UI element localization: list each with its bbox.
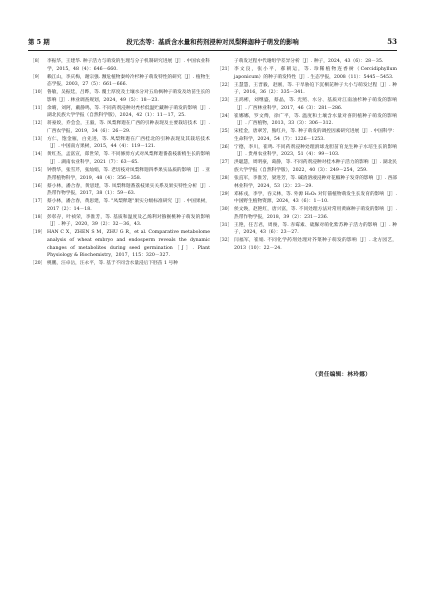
reference-text: 王慧慧，王晋毅，赵刚，等. 干旱胁迫下沉桐芘种子大小与萌发过程［J］. 种子，2016，36（2）：335－341.: [234, 82, 397, 96]
reference-number: ［9］: [30, 74, 43, 80]
reference-entry: [30, 136, 210, 151]
reference-entry: [217, 113, 397, 128]
reference-text: 崔娜娜，罗文傅，徐广平，等. 温度和土壤含水量对喜阴植种子萌发的影响［J］. 广西植物，2013，33（3）：306－312.: [234, 113, 397, 127]
reference-number: ［17］: [30, 199, 46, 205]
reference-entry: [30, 58, 210, 73]
reference-entry: [30, 260, 210, 268]
reference-number: ［14］: [30, 152, 46, 158]
reference-number: ［28］: [217, 176, 233, 182]
reference-entry: [217, 237, 397, 252]
reference-entry: [30, 183, 210, 198]
reference-entry: [30, 120, 210, 135]
reference-entry: [30, 151, 210, 166]
reference-text: 赖江山，李庆梅，谢宗强. 濒危植物秦岭冷杉种子萌发特性的研究［J］. 植物生态学报，2003，27（5）：661－666.: [47, 74, 210, 88]
reference-text: 蒋豪姣，乔会会，王毅，等. 凤梨释迦在广西的引种表现及主要栽培技术［J］. 广西农学报，2019，34（6）：26－29.: [47, 121, 210, 134]
reference-text: 黄红杰，孟富宣，郑世荣，等. 不同修剪方式对凤梨释迦番荔枝新梢生长的影响［J］. 湖南农业科学，2021（7）：63－65.: [47, 152, 210, 166]
reference-entry: [30, 74, 210, 89]
reference-number: ［24］: [217, 113, 233, 119]
reference-text: HAN C X，ZHEN S M，ZHU G R，et al. Comparative metabolome analysis of wheat embryo and endosperm reveals the dynamic changes of metabolites during seed germination［J］. Plant Physiology & Biochemistry，2017，115：320－327.: [47, 230, 210, 259]
reference-entry: [30, 214, 210, 229]
reference-text: 闫福军，崔娟. 不同化学药剂处理对芥菜种子萌发的影响［J］. 北方园艺，2013（10）：22－24.: [234, 238, 397, 251]
reference-entry: [30, 105, 210, 120]
reference-entry: [217, 82, 397, 97]
running-header: [28, 36, 397, 51]
reference-text: 余晴，刘阿，戴静鸣，等. 不同药剂浸种对秃杉低温贮藏种子萌发的影响［J］. 湖北民族大学学报（自然科学版），2024，42（1）：11－17，25.: [47, 105, 210, 119]
reference-number: ［11］: [30, 105, 46, 111]
reference-text: 李文良，张小平，郝朝运，等. 珍稀植物连香树（Cercidiphyllum japonicum）的种子萌发特性［J］. 生态学报，2008（11）：5445－5453.: [234, 66, 397, 80]
reference-entry: [217, 66, 397, 81]
reference-text: 李振华，王建华. 种子活力与萌发的生理与分子机制研究进展［J］. 中国农业科学，2015，48（4）：646－660.: [47, 59, 210, 72]
reference-entry: [217, 206, 397, 221]
reference-text: 侯文焕，赵艳红，唐兴富，等. 不同处理方法对常用黄麻种子萌发的影响［J］. 热带作物学报，2018，39（2）：231－236.: [234, 207, 397, 220]
reference-number: ［13］: [30, 136, 46, 142]
reference-text: 钟赞华，张雪芹，张灿娟，等. 老切枝对凤梨释迦四季果实品质的影响［J］. 亚热带植物科学，2019，48（4）：356－358.: [47, 168, 210, 181]
reference-number: ［29］: [217, 191, 233, 197]
reference-number: ［22］: [217, 82, 233, 88]
reference-entry: [217, 58, 397, 66]
reference-number: ［8］: [30, 59, 43, 64]
reference-number: ［32］: [217, 238, 233, 244]
reference-number: ［18］: [30, 214, 46, 220]
reference-text: 宁德，李川，崔鸣. 不同药剂浸种处理滑球龙胆苗育龙生种子水培生长的影响［J］. 贵州农业科学，2023，51（4）：99－103.: [234, 144, 397, 158]
reference-entry: [217, 222, 397, 237]
running-title: 段元杰等：基质含水量和药剂浸种对凤梨释迦种子萌发的影响: [126, 38, 299, 46]
reference-entry: [30, 167, 210, 182]
reference-number: ［30］: [217, 207, 233, 213]
reference-text: 宋桂金，唐翠芳，熊红兵，等. 种子萌发的调控因素研究进展［J］. 中国科学：生命科学，2024，54（7）：1226－1253.: [234, 129, 397, 142]
reference-entry: [30, 198, 210, 213]
reference-number: ［19］: [30, 230, 46, 236]
issue-number: 第 5 期: [28, 38, 50, 46]
reference-text: 鲁敏，吴振廷，吕晔，等. 覆土厚度及土壤水分对五角枫种子萌发及幼苗生长的影响［J］. 林业调查规划，2024，49（5）：18－23.: [47, 90, 210, 103]
reference-number: ［21］: [217, 66, 233, 72]
reference-entry: [217, 191, 397, 206]
reference-number: ［31］: [217, 222, 233, 228]
references-right-column: [217, 58, 397, 253]
page-number: 53: [387, 37, 397, 46]
reference-text: 桃鹏，汪卓岳，汪永平，等. 基于不同含水量浸后下胚苗 1 号种: [47, 261, 178, 267]
reference-text: 蔡小林，潘合春，黄思建，等. 凤梨释迦番荔枝果实关系及果实特性分析［J］. 热带作物学报，2017，38（1）：59－63.: [47, 183, 210, 197]
reference-number: ［23］: [217, 98, 233, 104]
reference-text: 洪聪慧，周明豪，葛静，等. 不同药剂浸种对桂木种子活力的影响［J］. 湖北民族大学学报（自然科学版），2022，40（3）：249－254，259.: [234, 160, 397, 174]
reference-entry: [30, 229, 210, 259]
reference-text: 蔡小林，潘合春，黄思建，等. "凤梨释迦"果实分级标准研究［J］. 中国果树，2017（2）：14－18.: [47, 199, 210, 212]
reference-entry: [217, 144, 397, 159]
editor-note: （责任编辑：林玲娜）: [312, 372, 371, 378]
reference-number: ［25］: [217, 129, 233, 135]
reference-text: 王艳，任吉君，周俊，等. 赤霉素、硫脲对萌化紫苏种子活力的影响［J］. 种子，2024，43（6）：23－27.: [234, 222, 397, 236]
reference-number: ［27］: [217, 160, 233, 166]
reference-number: ［12］: [30, 121, 46, 127]
reference-entry: [30, 89, 210, 104]
reference-text: 王鸿彬，刘继盛，蔡晶，等. 光照、水分、基质对江南油杉种子萌发的影响［J］. 广西林业科学，2017，46（3）：281－286.: [234, 98, 397, 111]
reference-text: 子萌发过程中代谢组学差异分析［J］. 种子，2024，43（6）：28－35.: [234, 59, 384, 64]
reference-text: 彭彰存，叶祯荣，李淮芳，等. 基质和温度及乙烯利对猕猴桃种子萌发的影响［J］. 种子，2020，39（2）：32－36，43.: [47, 214, 210, 228]
reference-text: 邓栋戎，李学，吞义林，等. 外源 H₂O₂ 对钉锚植物萌发生长发育的影响［J］. 中国野生植物资源，2024，43（6）：1－10.: [234, 191, 397, 205]
reference-text: 方仁，饱金雁，白先进，等. 凤梨释迦在广西桂北的引种表现及其栽培技术［J］. 中国南方果树，2015，44（4）：119－121.: [47, 136, 210, 150]
reference-number: ［20］: [30, 261, 46, 267]
reference-text: 张直军，李淮芳，梁进芳，等. 碱渣溶液浸种对花椒种子发芽的影响［J］. 西部林业科学，2024，53（2）：23－29.: [234, 176, 397, 189]
reference-entry: [217, 97, 397, 112]
reference-entry: [217, 175, 397, 190]
references-left-column: [30, 58, 210, 268]
reference-number: ［10］: [30, 90, 46, 96]
reference-entry: [217, 128, 397, 143]
reference-number: ［15］: [30, 168, 46, 174]
reference-entry: [217, 159, 397, 174]
reference-number: ［16］: [30, 183, 46, 189]
reference-number: ［26］: [217, 144, 233, 150]
